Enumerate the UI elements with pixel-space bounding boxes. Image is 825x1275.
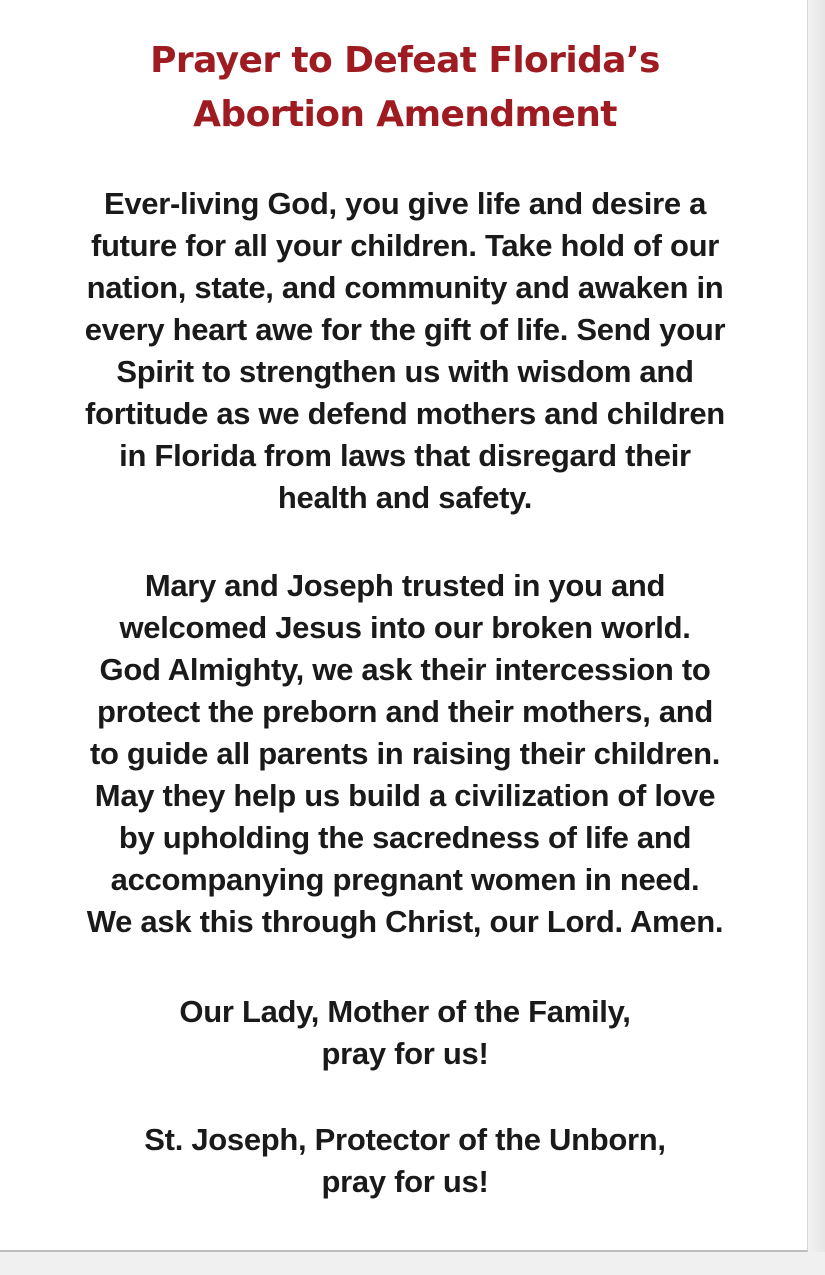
text-line: protect the preborn and their mothers, and bbox=[96, 694, 714, 729]
title-line: Abortion Amendment bbox=[193, 94, 617, 135]
invocation-st-joseph bbox=[16, 1119, 794, 1203]
text-line: We ask this through Christ, our Lord. Amen. bbox=[86, 904, 724, 939]
card-edge-shadow bbox=[808, 0, 825, 1275]
text-line: accompanying pregnant women in need. bbox=[110, 862, 700, 897]
text-line: Mary and Joseph trusted in you and bbox=[144, 568, 666, 603]
text-line: every heart awe for the gift of life. Send your bbox=[84, 312, 726, 347]
text-line: by upholding the sacredness of life and bbox=[118, 820, 692, 855]
text-line: nation, state, and community and awaken in bbox=[86, 270, 724, 305]
text-line: pray for us! bbox=[321, 1036, 489, 1071]
prayer-paragraph-opening bbox=[16, 183, 794, 519]
text-line: fortitude as we defend mothers and children bbox=[85, 396, 725, 431]
text-line: Ever-living God, you give life and desire a bbox=[103, 186, 707, 221]
text-line: pray for us! bbox=[321, 1164, 489, 1199]
title-line: Prayer to Defeat Florida’s bbox=[150, 40, 660, 81]
text-line: health and safety. bbox=[277, 480, 533, 515]
prayer-paragraph-intercession bbox=[16, 565, 794, 943]
invocation-our-lady bbox=[16, 991, 794, 1075]
text-line: May they help us build a civilization of love bbox=[94, 778, 716, 813]
text-line: future for all your children. Take hold of our bbox=[90, 228, 720, 263]
text-line: in Florida from laws that disregard their bbox=[119, 438, 691, 473]
text-line: St. Joseph, Protector of the Unborn, bbox=[144, 1122, 666, 1157]
text-line: Our Lady, Mother of the Family, bbox=[179, 994, 631, 1029]
page-title bbox=[20, 34, 790, 142]
card-bottom-edge bbox=[0, 1252, 825, 1275]
text-line: God Almighty, we ask their intercession to bbox=[99, 652, 711, 687]
text-line: Spirit to strengthen us with wisdom and bbox=[116, 354, 694, 389]
text-line: to guide all parents in raising their children. bbox=[89, 736, 721, 771]
text-line: welcomed Jesus into our broken world. bbox=[119, 610, 691, 645]
